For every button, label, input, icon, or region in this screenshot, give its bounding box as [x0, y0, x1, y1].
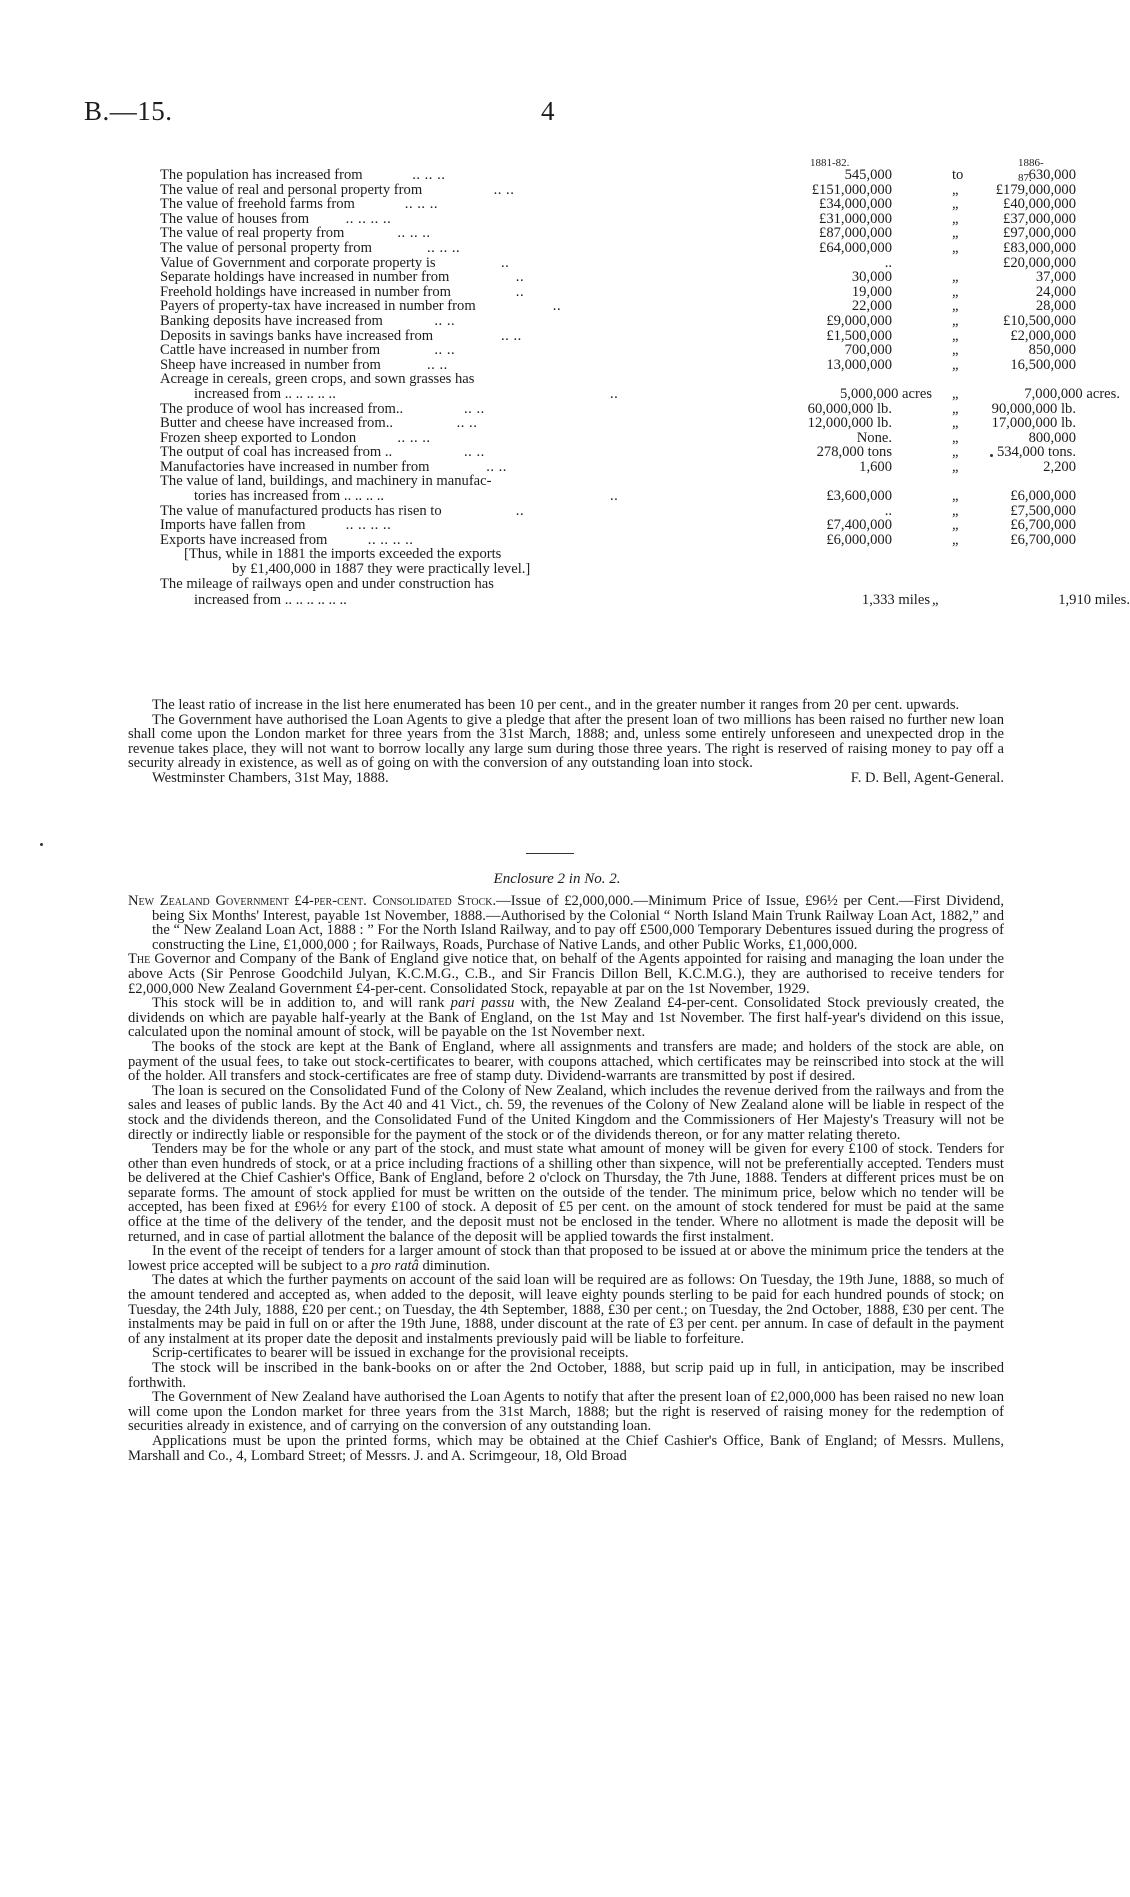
paragraph: This stock will be in addition to, and will rank pari passu with, the New Zealand £4-per-cent. Consolidated Stock previously created, the dividends on which are payable half-yearly at the Bank of England, on the 1st May and 1st November. The first half-year's dividend on this issue, calculated upon the nominal amount of stock, will be payable on the 1st November next.: [128, 995, 1004, 1041]
value-1881: £7,400,000: [826, 517, 892, 534]
row-label: Manufactories have increased in number from: [160, 458, 430, 475]
leader-dots: ..: [515, 283, 525, 300]
statistics-row: [160, 225, 1076, 242]
separator: „: [952, 517, 959, 534]
statistics-row: [160, 444, 1076, 461]
leader-dots: .. .. .. ..: [367, 531, 414, 548]
value-1887: £40,000,000: [1003, 196, 1076, 213]
value-1881: 700,000: [844, 342, 892, 359]
leader-dots: .. .. ..: [404, 196, 438, 213]
statistics-row: [160, 312, 1076, 329]
paragraph: The dates at which the further payments on account of the said loan will be required are as follows: On Tuesday, the 19th June, 1888, so much of the amount tendered and accepted as, when added to the deposit, will leave eighty pounds sterling to be paid for each hundred pounds of stock; on Tuesday, the 24th July, 1888, £20 per cent.; on Tuesday, the 4th September, 1888, £30 per cent.; on Tuesday, the 2nd October, 1888, £30 per cent. The instalments may be paid in full on or after the 19th June, 1888, under discount at the rate of £3 per cent. per annum. In case of default in the payment of any instalment at its proper date the deposit and instalments previously paid will be liable to forfeiture.: [128, 1272, 1004, 1347]
separator: „: [952, 415, 959, 432]
value-1881: 545,000: [844, 167, 892, 183]
row-label: Payers of property-tax have increased in number from: [160, 298, 476, 315]
value-1881: 13,000,000: [826, 356, 892, 373]
separator: „: [952, 312, 959, 329]
value-1887: 90,000,000 lb.: [991, 400, 1076, 417]
separator: „: [952, 239, 959, 256]
row-label: The value of freehold farms from: [160, 196, 355, 213]
signature-name: F. D. Bell, Agent-General.: [850, 769, 1004, 786]
statistics-row: [160, 502, 1076, 519]
value-1887: 2,200: [1043, 458, 1076, 475]
row-label: The output of coal has increased from ..: [160, 444, 393, 461]
paragraph: In the event of the receipt of tenders for a larger amount of stock than that proposed to be issued at or above the minimum price the tenders at the lowest price accepted will be subject to a pro ratâ diminution.: [128, 1243, 1004, 1274]
signature-line: [128, 771, 1004, 787]
signature-place-date: Westminster Chambers, 31st May, 1888.: [152, 769, 389, 786]
statistics-row: [160, 327, 1076, 344]
value-1887: 850,000: [1028, 342, 1076, 359]
ink-speck: [990, 454, 993, 457]
value-1881: £6,000,000: [826, 531, 892, 548]
value-1881: £31,000,000: [819, 210, 892, 227]
leader-dots: .. .. ..: [412, 167, 446, 183]
leader-dots: .. .. .. ..: [345, 210, 392, 227]
separator: „: [952, 342, 959, 359]
row-label: Value of Government and corporate property is: [160, 254, 436, 271]
statistics-row: [160, 254, 1076, 271]
leader-dots: .. .. ..: [397, 429, 431, 446]
ink-speck: [40, 843, 43, 846]
paragraph: Scrip-certificates to bearer will be issued in exchange for the provisional receipts.: [152, 1345, 629, 1362]
notice-title-paragraph: New Zealand Government £4-per-cent. Consolidated Stock.—Issue of £2,000,000.—Minimum Price of Issue, £96½ per Cent.—First Dividend, being Six Months' Interest, payable 1st November, 1888.—Authorised by the Colonial “ North Island Main Trunk Railway Loan Act, 1882,” and the “ New Zealand Loan Act, 1888 : ” For the North Island Railway, and to pay off £500,000 Temporary Debentures issued during the progress of constructing the Line, £1,000,000 ; for Railways, Roads, Purchase of Native Lands, and other Public Works, £1,000,000.: [128, 893, 1004, 953]
statistics-row: [160, 342, 1076, 359]
divider: [526, 853, 574, 854]
value-1881: £34,000,000: [819, 196, 892, 213]
statistics-row: [160, 181, 1076, 198]
value-1881: £1,500,000: [826, 327, 892, 344]
document-reference: B.—15.: [84, 96, 173, 126]
leader-dots: ..: [552, 298, 562, 315]
value-1887: 24,000: [1035, 283, 1076, 300]
leader-dots: .. ..: [456, 415, 478, 432]
statistics-row: [160, 531, 1076, 548]
leader-dots: ..: [501, 254, 510, 271]
leader-dots: .. ..: [493, 181, 515, 198]
value-1887: £37,000,000: [1003, 210, 1076, 227]
loan-notice: [128, 894, 1004, 1463]
separator: „: [952, 196, 959, 213]
paragraph: The least ratio of increase in the list here enumerated has been 10 per cent., and in the greater number it ranges from 20 per cent. upwards.: [152, 697, 960, 713]
paragraph: The Government of New Zealand have authorised the Loan Agents to notify that after the present loan of £2,000,000 has been raised no new loan will come upon the London market for three years from the 31st March, 1888; but the right is reserved of raising money for the redemption of securities already in existence, and of carrying on the conversion of any outstanding loan.: [128, 1389, 1004, 1435]
page-number: 4: [541, 96, 555, 126]
value-1887: 630,000: [1028, 167, 1076, 183]
statistics-row: [160, 283, 1076, 300]
value-1887: 534,000 tons.: [996, 444, 1076, 461]
notice-title: New Zealand Government £4-per-cent. Consolidated Stock.: [128, 893, 497, 909]
row-label: The population has increased from: [160, 167, 363, 183]
column-header-1881: 1881-82.: [810, 157, 850, 169]
separator: „: [952, 502, 959, 519]
row-label: Freehold holdings have increased in number from: [160, 283, 451, 300]
separator: „: [952, 283, 959, 300]
value-1887: 17,000,000 lb.: [991, 415, 1076, 432]
value-1881: 30,000: [851, 269, 892, 286]
row-label: Banking deposits have increased from: [160, 312, 383, 329]
value-1881: £87,000,000: [819, 225, 892, 242]
value-1881: ..: [884, 254, 892, 271]
value-1887: 16,500,000: [1010, 356, 1076, 373]
paragraph: The Government have authorised the Loan Agents to give a pledge that after the present loan of two millions has been raised no further new loan shall come upon the London market for three years from the 31st March, 1888; and, unless some entirely unforeseen and unexpected drop in the revenue takes place, they will not want to borrow locally any large sum during those three years. The right is reserved of raising money to pay off a security already in existence, as well as of going on with the conversion of any outstanding loan into stock.: [128, 711, 1004, 772]
statistics-row: [160, 298, 1076, 315]
paragraph: The loan is secured on the Consolidated Fund of the Colony of New Zealand, which includes the revenue derived from the railways and from the sales and leases of public lands. By the Act 40 and 41 Vict., ch. 59, the revenues of the Colony of New Zealand alone will be liable in respect of the stock and the dividends thereon, and the Consolidated Fund of the United Kingdom and the Commissioners of Her Majesty's Treasury will not be directly or indirectly liable or responsible for the payment of the stock or of the dividends thereon, or for any matter relating thereto.: [128, 1082, 1004, 1143]
leader-dots: .. ..: [464, 400, 485, 417]
leader-dots: ..: [515, 502, 525, 519]
value-1887: £179,000,000: [995, 181, 1076, 198]
statistics-note: [Thus, while in 1881 the imports exceeded the exports: [184, 546, 502, 563]
row-label: The value of real property from: [160, 225, 345, 242]
paragraph: The stock will be inscribed in the bank-books on or after the 2nd October, 1888, but scrip paid up in full, in anticipation, may be inscribed forthwith.: [128, 1360, 1004, 1391]
paragraph: The books of the stock are kept at the Bank of England, where all assignments and transfers are made; and holders of the stock are able, on payment of the usual fees, to take out stock-certificates to bearer, with coupons attached, which certificates may be reinscribed into stock at the will of the holder. All transfers and stock-certificates are free of stamp duty. Dividend-warrants are transmitted by post if desired.: [128, 1038, 1004, 1085]
separator: „: [952, 181, 959, 198]
value-1881: £64,000,000: [819, 239, 892, 256]
value-1887: 800,000: [1028, 429, 1076, 446]
leader-dots: .. ..: [486, 458, 507, 475]
statistics-rows: [160, 400, 1076, 475]
statistics-row: The mileage of railways open and under construction has: [160, 575, 494, 592]
separator: „: [952, 298, 959, 315]
statistics-row: increased from .. .. .. .. .. .. 5,000,000 acres „ 7,000,000 acres.: [194, 385, 1120, 402]
separator: to: [952, 167, 964, 183]
row-label: Exports have increased from: [160, 531, 328, 548]
leader-dots: ..: [515, 269, 525, 286]
value-1887: £10,500,000: [1003, 312, 1076, 329]
value-1887: £6,700,000: [1010, 517, 1076, 534]
separator: „: [952, 531, 959, 548]
row-label: The value of manufactured products has risen to: [160, 502, 442, 519]
value-1887: £7,500,000: [1010, 502, 1076, 519]
leader-dots: .. ..: [501, 327, 522, 344]
value-1887: £6,700,000: [1010, 531, 1076, 548]
paragraph: Tenders may be for the whole or any part of the stock, and must state what amount of money will be given for every £100 of stock. Tenders for other than even hundreds of stock, or at a price including fractions of a shilling other than sixpence, will not be preferentially accepted. Tenders must be delivered at the Chief Cashier's Office, Bank of England, before 2 o'clock on Thursday, the 7th June, 1888. Tenders at different prices must be on separate forms. The amount of stock applied for must be written on the outside of the tender. The minimum price, below which no tender will be accepted, has been fixed at £96½ for every £100 of stock. A deposit of £5 per cent. on the amount of stock tendered for must be paid at the same office at the time of the delivery of the tender, and the deposit must not be enclosed in the tender. Where no allotment is made the deposit will be returned, and in case of partial allotment the balance of the deposit will be applied towards the first instalment.: [128, 1141, 1004, 1245]
row-label: Imports have fallen from: [160, 517, 306, 534]
row-label: Separate holdings have increased in number from: [160, 269, 450, 286]
value-1887: £83,000,000: [1003, 239, 1076, 256]
statistics-note: by £1,400,000 in 1887 they were practically level.]: [232, 561, 531, 578]
statistics-row: [160, 269, 1076, 286]
value-1881: £151,000,000: [811, 181, 892, 198]
value-1881: ..: [884, 502, 892, 519]
statistics-row: tories has increased from .. .. .. .. .. £3,600,000 „ £6,000,000: [194, 488, 1076, 505]
statistics-row: [160, 210, 1076, 227]
value-1881: 22,000: [851, 298, 892, 315]
enclosure-heading: Enclosure 2 in No. 2.: [493, 871, 621, 887]
statistics-rows: [160, 502, 1076, 548]
paragraph: Applications must be upon the printed forms, which may be obtained at the Chief Cashier's Office, Bank of England; of Messrs. Mullens, Marshall and Co., 4, Lombard Street; of Messrs. J. and A. Scrimgeour, 18, Old Broad: [128, 1432, 1004, 1464]
row-label: Sheep have increased in number from: [160, 356, 381, 373]
statistics-table: [160, 152, 1130, 609]
statistics-row: [160, 400, 1076, 417]
value-1881: 19,000: [851, 283, 892, 300]
leader-dots: .. ..: [434, 342, 456, 359]
statistics-row: [160, 239, 1076, 256]
value-1881: 1,600: [859, 458, 892, 475]
value-1881: 278,000 tons: [816, 444, 892, 461]
statistics-row: [160, 415, 1076, 432]
statistics-row: [160, 517, 1076, 534]
leader-dots: .. ..: [427, 356, 448, 373]
statistics-row: [160, 196, 1076, 213]
leader-dots: .. .. .. ..: [345, 517, 392, 534]
value-1887: 28,000: [1035, 298, 1076, 315]
value-1881: £9,000,000: [826, 312, 892, 329]
letter-closing: [128, 698, 1004, 787]
row-label: The value of houses from: [160, 210, 310, 227]
value-1887: £20,000,000: [1003, 254, 1076, 271]
value-1881: None.: [856, 429, 892, 446]
leader-dots: .. ..: [464, 444, 485, 461]
statistics-row: Acreage in cereals, green crops, and sown grasses has: [160, 371, 475, 388]
row-label: Deposits in savings banks have increased from: [160, 327, 434, 344]
separator: „: [952, 400, 959, 417]
leader-dots: .. ..: [434, 312, 456, 329]
row-label: Frozen sheep exported to London: [160, 429, 357, 446]
statistics-row: increased from .. .. .. .. .. .. 1,333 miles „ 1,910 miles.: [194, 592, 1130, 609]
row-label: Butter and cheese have increased from..: [160, 415, 393, 432]
row-label: The produce of wool has increased from..: [160, 400, 404, 417]
separator: „: [952, 458, 959, 475]
column-header-1886: 1886-87.: [1018, 157, 1044, 184]
separator: „: [952, 429, 959, 446]
statistics-row: The value of land, buildings, and machinery in manufac-: [160, 473, 492, 490]
separator: „: [952, 356, 959, 373]
paragraph: The Governor and Company of the Bank of England give notice that, on behalf of the Agents appointed for raising and managing the loan under the above Acts (Sir Penrose Goodchild Julyan, K.C.M.G., C.B., and Sir Francis Dillon Bell, K.C.M.G.), they are authorised to receive tenders for £2,000,000 New Zealand Government £4-per-cent. Consolidated Stock, repayable at par on the 1st November, 1929.: [128, 951, 1004, 997]
separator: „: [952, 210, 959, 227]
separator: „: [952, 225, 959, 242]
value-1887: £97,000,000: [1003, 225, 1076, 242]
value-1881: 60,000,000 lb.: [807, 400, 892, 417]
row-label: Cattle have increased in number from: [160, 342, 381, 359]
statistics-row: [160, 356, 1076, 373]
statistics-row: [160, 458, 1076, 475]
separator: „: [952, 327, 959, 344]
value-1887: 37,000: [1035, 269, 1076, 286]
leader-dots: .. .. ..: [397, 225, 431, 242]
leader-dots: .. .. ..: [427, 239, 461, 256]
row-label: The value of personal property from: [160, 239, 372, 256]
separator: „: [952, 269, 959, 286]
separator: „: [952, 444, 959, 461]
value-1881: 12,000,000 lb.: [807, 415, 892, 432]
value-1887: £2,000,000: [1010, 327, 1076, 344]
statistics-row: [160, 429, 1076, 446]
row-label: The value of real and personal property from: [160, 181, 423, 198]
